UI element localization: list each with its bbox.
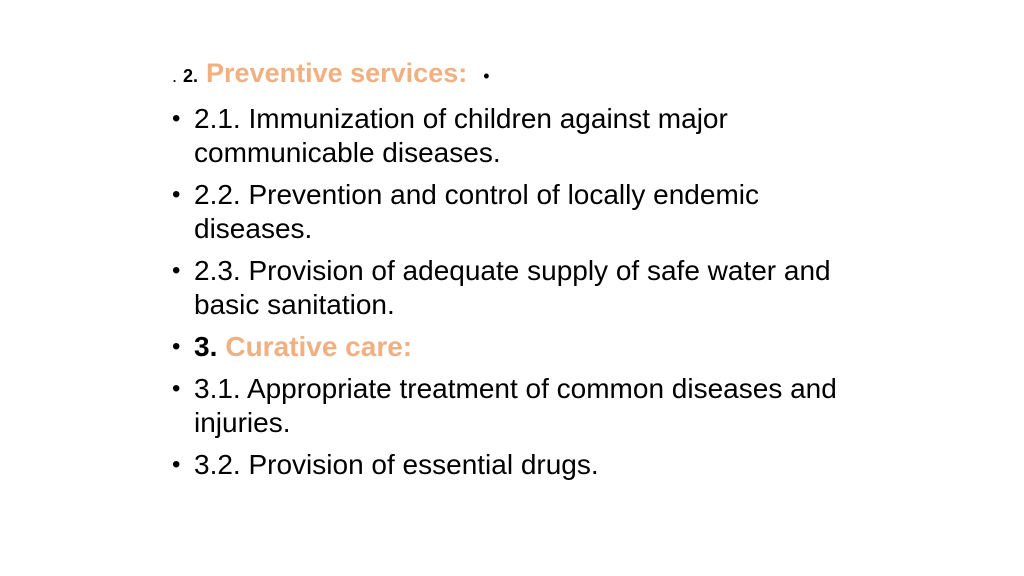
list-item-text: 3.2. Provision of essential drugs. — [194, 449, 599, 480]
heading-title: Preventive services: — [206, 58, 468, 88]
bullet-icon: • — [172, 333, 181, 360]
slide-content — [172, 58, 872, 482]
bullet-icon: • — [172, 181, 181, 208]
bullet-icon: • — [172, 105, 181, 132]
list-item-curative-heading — [172, 330, 872, 364]
heading-number: 2. — [183, 66, 199, 86]
bullet-icon: • — [172, 257, 181, 284]
bullet-list — [172, 102, 872, 482]
section-heading-preventive — [172, 58, 872, 94]
bullet-icon: • — [172, 451, 181, 478]
list-item-essential-drugs — [172, 448, 872, 482]
list-item-text: 2.3. Provision of adequate supply of safe water and basic sanitation. — [194, 255, 831, 320]
list-item-text: 2.2. Prevention and control of locally endemic diseases. — [194, 179, 759, 244]
curative-title: Curative care: — [225, 331, 413, 362]
bullet-icon: • — [172, 375, 181, 402]
list-item-water-sanitation — [172, 254, 872, 322]
list-item-text: 3.1. Appropriate treatment of common diseases and injuries. — [194, 373, 837, 438]
heading-trailing-bullet: • — [483, 66, 490, 86]
list-item-text: 2.1. Immunization of children against major communicable diseases. — [194, 103, 728, 168]
list-item-treatment — [172, 372, 872, 440]
heading-lead-dot: . — [172, 66, 178, 86]
list-item-endemic-diseases — [172, 178, 872, 246]
list-item-immunization — [172, 102, 872, 170]
curative-number: 3. — [194, 331, 218, 362]
